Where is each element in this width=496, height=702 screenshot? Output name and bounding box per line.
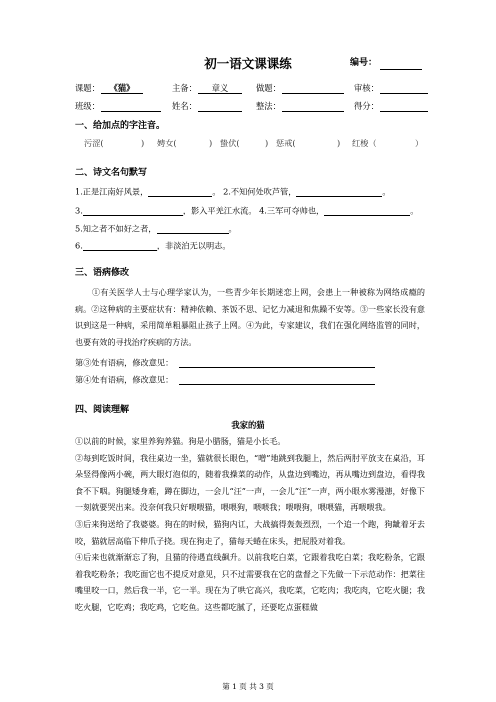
topic-value: 《猫》 bbox=[101, 83, 143, 94]
poem-blank-3[interactable] bbox=[83, 205, 183, 216]
number-field bbox=[350, 58, 422, 70]
name-label: 姓名： bbox=[172, 101, 197, 111]
meta-row-1 bbox=[75, 83, 430, 97]
passage-title: 我家的猫 bbox=[231, 420, 265, 430]
page-title: 初一语文课课练 bbox=[204, 56, 292, 71]
revise-q3: 第③处有语病，修改意见： bbox=[75, 357, 427, 368]
passage-paragraph: ①以前的时候，家里养狗养猫。狗是小腊肠，猫是小长毛。 bbox=[75, 436, 286, 446]
section1-heading: 一、给加点的字注音。 bbox=[75, 121, 166, 131]
date-label: 做题： bbox=[256, 83, 281, 93]
pinyin-item-3: 蛰伏( bbox=[220, 138, 240, 148]
poem-line-2: 3. ，影入平羌江水流。 4.三军可夺帅也， 。 bbox=[75, 205, 419, 216]
meta-row-2 bbox=[75, 101, 430, 115]
number-blank[interactable] bbox=[380, 59, 422, 70]
poem-blank-6[interactable] bbox=[83, 240, 157, 251]
passage-paragraph: ③后来狗送给了我婆婆。狗在的时候，猫狗内讧，大战搞得轰轰烈烈，一个追一个跑，狗龇着牙去咬，猫就居高临下伸爪子挠。现在狗走了，猫每天蜷在床头，把屁股对着我。 bbox=[75, 518, 425, 546]
revise-q4: 第④处有语病，修改意见： bbox=[75, 374, 427, 385]
passage-paragraph: ②每到吃饭时间，我往桌边一坐，猫就很长眼色，“噌”地跳到我腿上，然后两肘平放支在桌沿，耳朵竖得像两小碗，两大眼灯泡似的，随着我操菜的动作，从盘边到嘴边，再从嘴边到盘边，看得我食不下咽。狗腿矮身难，蹲在脚边，一会儿“汪”一声，一会儿“汪”一声，两小眼水雾漫漶，好像下一刻就要哭出来。没奈何我只好喂喂猫，喂喂狗，喂喂我；喂喂狗，喂喂猫，再喂喂我。 bbox=[75, 452, 425, 513]
poem-blank-4[interactable] bbox=[324, 205, 410, 216]
poem-line-3: 5.知之者不如好之者， 。 bbox=[75, 223, 237, 234]
pinyin-item-4: 惩戒( bbox=[276, 138, 296, 148]
poem-line-1: 1.正是江南好风景， 。 2.不知何处吹芦管， 。 bbox=[75, 186, 391, 197]
score-label: 得分： bbox=[354, 101, 379, 111]
revise-label: 整法： bbox=[256, 101, 281, 111]
title-row bbox=[0, 56, 496, 72]
poem-line-4: 6. ，非淡泊无以明志。 bbox=[75, 240, 231, 251]
section2-heading: 二、诗文名句默写 bbox=[75, 168, 148, 178]
pinyin-item-5: 红梭（ bbox=[352, 138, 377, 148]
reviewer-label: 审核： bbox=[354, 83, 379, 93]
sick-sentence-text: ①有关医学人士与心理学家认为，一些青少年长期迷恋上网，会患上一种被称为网络成瘾的病。②这种病的主要症状有：精神依赖、茶饭不思、记忆力减退和焦躁不安等。③一些家长没有意识到这是一种病，采用简单粗暴阻止孩子上网。④为此，专家建议，我们在强化网络监管的同时，也要有效的寻找治疗疾病的方法。 bbox=[75, 287, 425, 347]
revise-q4-blank[interactable] bbox=[179, 374, 375, 385]
poem-blank-2[interactable] bbox=[296, 186, 382, 197]
document-page: 初一语文课课练 编号： 课题： 《猫》 主备： 章义 做题： 审核： 班级： 姓名： 整法： 得分： 一、给加点的字注音。 污涩( ) 娉女( ) 蛰伏( ) 惩戒( ) 红梭（ ） 二、诗文名句默写 1.正是江南好风景， 。 2.不知何处吹芦管， 。 3. ，影入平羌江水流。 4.三军可夺帅也， 。 5.知之者不如好之者， 。 6. ，非淡泊无以明志。 三、语病修改 ①有关医学人士与心理学家认为，一些青少年长期迷恋上网，会患上一种被称为网络成瘾的病。②这种病的主要症状有：精神依赖、茶饭不思、记忆力减退和焦躁不安等。③一些家长没有意识到这是一种病，采用简单粗暴阻止孩子上网。④为此，专家建议，我们在强化网络监管的同时，也要有效的寻找治疗疾病的方法。 第③处有语病，修改意见： 第④处有语病，修改意见： 四、阅读理解 我家的猫 ①以前的时候，家里养狗养猫。狗是小腊肠，猫是小长毛。 ②每到吃饭时间，我往桌边一坐，猫就很长眼色，“噌”地跳到我腿上，然后两肘平放支在桌沿，耳朵竖得像两小碗，两大眼灯泡似的，随着我操菜的动作，从盘边到嘴边，再从嘴边到盘边，看得我食不下咽。狗腿矮身难，蹲在脚边，一会儿“汪”一声，一会儿“汪”一声，两小眼水雾漫漶，好像下一刻就要哭出来。没奈何我只好喂喂猫，喂喂狗，喂喂我；喂喂狗，喂喂猫，再喂喂我。 ③后来狗送给了我婆婆。狗在的时候，猫狗内讧，大战搞得轰轰烈烈，一个追一个跑，狗龇着牙去咬，猫就居高临下伸爪子挠。现在狗走了，猫每天蜷在床头，把屁股对着我。 ④后来也就渐渐忘了狗，且猫的待遇直线飙升。以前我吃白菜，它跟着我吃白菜；我吃粉条，它跟着我吃粉条；我吃面它也不提反对意见，只不过需要我在它的盘督之下先做一下示范动作：把菜往嘴里咬一口，然后我一半，它一半。现在为了哄它高兴，我吃菜，它吃肉；我吃肉，它吃火腿；我吃火腿，它吃鸡；我吃鸡，它吃鱼。这些都吃腻了，还要吃点蛋糕做 第 1 页 共 3 页 bbox=[0, 0, 496, 702]
section4-heading: 四、阅读理解 bbox=[75, 405, 130, 415]
preparer-label: 主备： bbox=[172, 83, 197, 93]
section3-heading: 三、语病修改 bbox=[75, 268, 130, 278]
topic-label: 课题： bbox=[75, 83, 100, 93]
pinyin-item-2: 娉女( bbox=[157, 138, 177, 148]
passage-paragraph: ④后来也就渐渐忘了狗，且猫的待遇直线飙升。以前我吃白菜，它跟着我吃白菜；我吃粉条，它跟着我吃粉条；我吃面它也不提反对意见，只不过需要我在它的盘督之下先做一下示范动作：把菜往嘴里咬一口，然后我一半，它一半。现在为了哄它高兴，我吃菜，它吃肉；我吃肉，它吃火腿；我吃火腿，它吃鸡；我吃鸡，它吃鱼。这些都吃腻了，还要吃点蛋糕做 bbox=[75, 552, 425, 612]
poem-blank-5[interactable] bbox=[157, 223, 229, 234]
passage-body bbox=[75, 433, 425, 616]
revise-q3-blank[interactable] bbox=[179, 357, 375, 368]
pinyin-item-1: 污涩( bbox=[84, 138, 104, 148]
page-footer: 第 1 页 共 3 页 bbox=[222, 682, 274, 691]
number-label: 编号： bbox=[350, 58, 378, 68]
class-label: 班级： bbox=[75, 101, 100, 111]
preparer-value: 章义 bbox=[198, 83, 242, 94]
poem-blank-1[interactable] bbox=[148, 186, 212, 197]
